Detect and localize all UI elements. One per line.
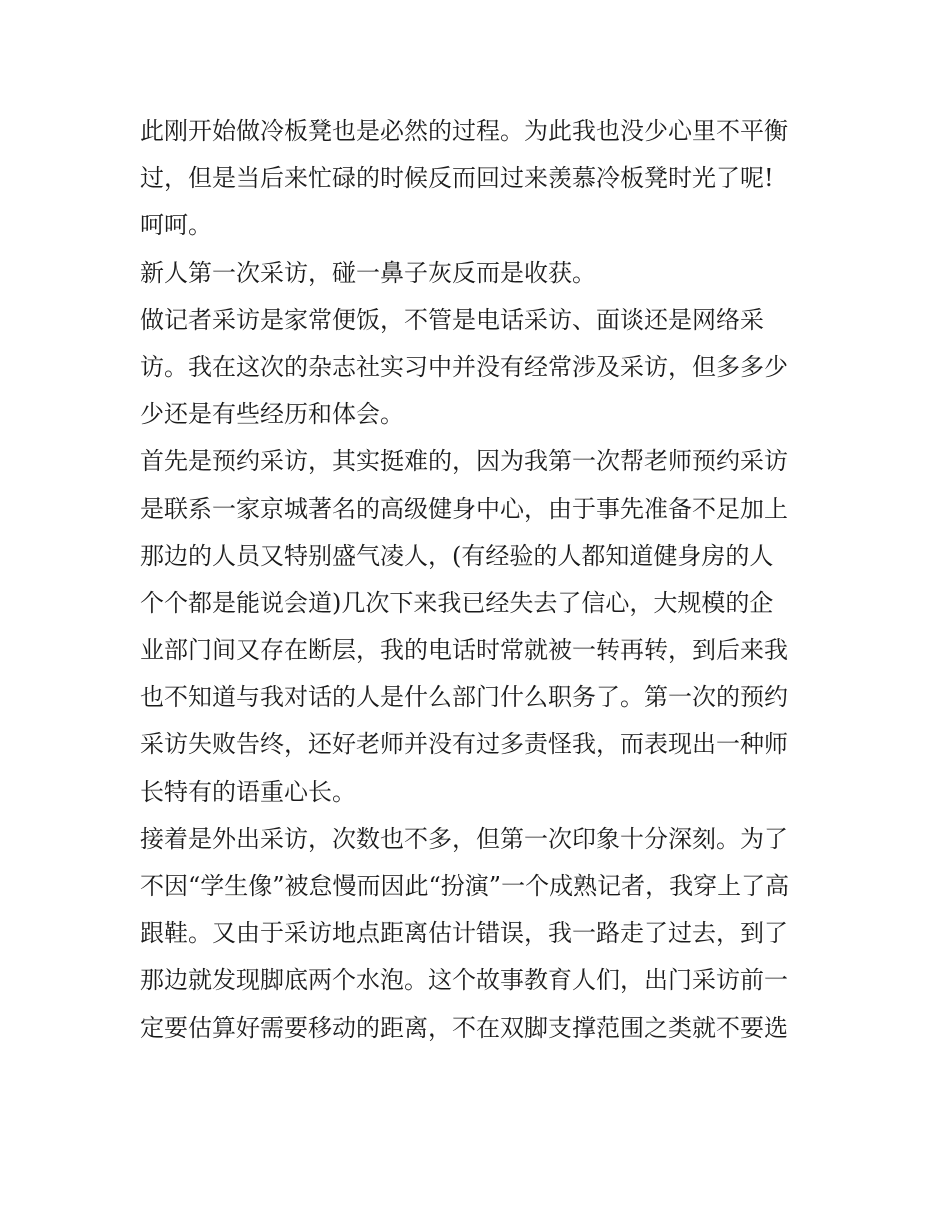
text-line: 是联系一家京城著名的高级健身中心，由于事先准备不足加上	[140, 494, 788, 523]
text-line: 长特有的语重心长。	[140, 777, 356, 806]
text-line: 不因“学生像”被怠慢而因此“扮演”一个成熟记者，我穿上了高	[140, 872, 790, 900]
text-line: 接着是外出采访，次数也不多，但第一次印象十分深刻。为了	[140, 824, 788, 853]
text-line: 少还是有些经历和体会。	[140, 400, 404, 429]
body-text	[140, 108, 820, 1052]
text-line: 此刚开始做冷板凳也是必然的过程。为此我也没少心里不平衡	[140, 117, 788, 145]
text-line: 也不知道与我对话的人是什么部门什么职务了。第一次的预约	[140, 683, 788, 712]
text-line: 新人第一次采访，碰一鼻子灰反而是收获。	[140, 258, 596, 287]
text-line: 采访失败告终，还好老师并没有过多责怪我，而表现出一种师	[140, 730, 788, 759]
text-line: 首先是预约采访，其实挺难的，因为我第一次帮老师预约采访	[140, 447, 788, 476]
text-line: 个个都是能说会道)几次下来我已经失去了信心，大规模的企	[140, 588, 774, 617]
text-line: 过，但是当后来忙碌的时候反而回过来羡慕冷板凳时光了呢!	[140, 164, 774, 193]
text-line: 呵呵。	[140, 211, 212, 240]
text-line: 那边就发现脚底两个水泡。这个故事教育人们，出门采访前一	[140, 966, 788, 995]
text-line: 做记者采访是家常便饭，不管是电话采访、面谈还是网络采	[140, 305, 764, 334]
text-line: 访。我在这次的杂志社实习中并没有经常涉及采访，但多多少	[140, 352, 788, 381]
text-line: 业部门间又存在断层，我的电话时常就被一转再转，到后来我	[140, 636, 788, 665]
text-line: 跟鞋。又由于采访地点距离估计错误，我一路走了过去，到了	[140, 919, 788, 948]
text-line: 定要估算好需要移动的距离，不在双脚支撑范围之类就不要选	[140, 1013, 788, 1042]
text-line: 那边的人员又特别盛气凌人，(有经验的人都知道健身房的人	[140, 541, 774, 570]
